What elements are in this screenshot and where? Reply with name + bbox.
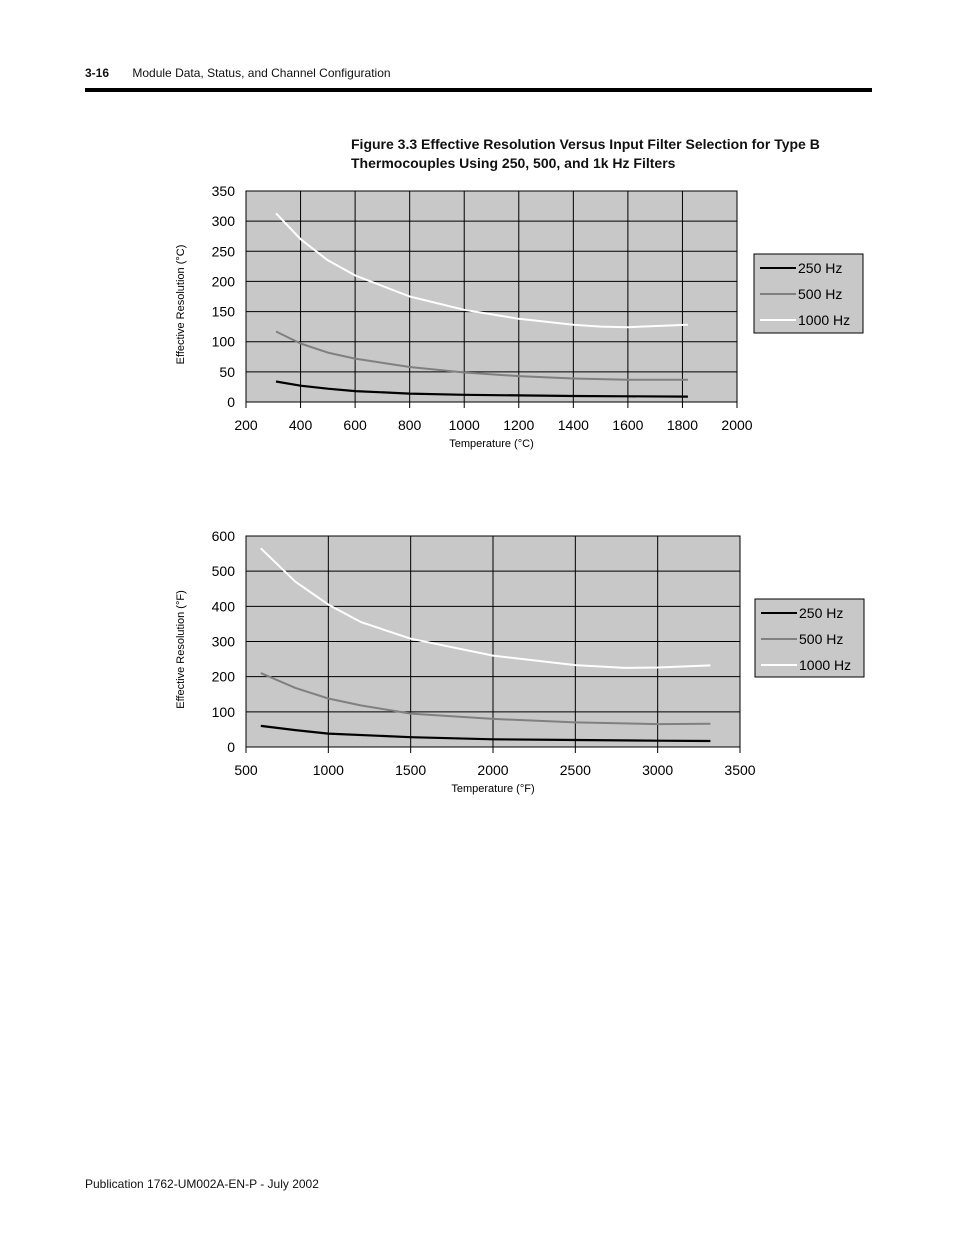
chart-1-x-tick-label: 3000 (642, 762, 674, 778)
chart-1-x-tick-label: 2500 (559, 762, 591, 778)
chart-0-y-tick-label: 150 (211, 303, 235, 320)
chart-0-y-tick-label: 300 (211, 213, 235, 230)
chart-0-x-tick-label: 1400 (557, 417, 589, 433)
chart-0-legend-label: 250 Hz (798, 260, 843, 276)
chart-0-x-tick-label: 600 (343, 417, 367, 433)
chart-0-x-tick-label: 800 (397, 417, 422, 433)
chart-1-x-tick-label: 2000 (477, 762, 509, 778)
chart-1-y-tick-label: 500 (211, 563, 235, 580)
chart-0-legend-label: 1000 Hz (798, 312, 851, 328)
chart-0-x-tick-label: 1000 (448, 417, 480, 433)
chart-0-y-axis-label: Effective Resolution (°C) (175, 244, 187, 365)
chart-1-y-tick-label: 300 (211, 633, 235, 650)
chart-1-y-tick-label: 100 (211, 703, 235, 720)
figure-title-line-1: Figure 3.3 Effective Resolution Versus Input Filter Selection for Type B (351, 136, 820, 152)
chart-0-x-tick-label: 200 (234, 417, 258, 433)
chart-1-x-tick-label: 3500 (724, 762, 756, 778)
chart-0-y-tick-label: 50 (219, 363, 235, 380)
publication-footer: Publication 1762-UM002A-EN-P - July 2002 (85, 1177, 319, 1191)
chart-1-y-tick-label: 400 (211, 598, 235, 615)
chart-1-x-tick-label: 500 (234, 762, 258, 778)
chart-0-x-tick-label: 2000 (721, 417, 753, 433)
chart-0-legend-label: 500 Hz (798, 286, 843, 302)
chart-1-legend-label: 250 Hz (799, 605, 844, 621)
chart-0-x-tick-label: 1600 (612, 417, 644, 433)
chart-1-y-tick-label: 0 (227, 739, 235, 755)
chart-0-y-tick-label: 0 (227, 394, 235, 410)
chart-1-x-tick-label: 1000 (312, 762, 344, 778)
chart-0-x-axis-label: Temperature (°C) (449, 438, 534, 450)
chart-1-y-axis-label: Effective Resolution (°F) (175, 590, 187, 709)
chart-0-y-tick-label: 200 (211, 273, 235, 290)
figure-title-line-2: Thermocouples Using 250, 500, and 1k Hz Filters (351, 155, 676, 171)
chart-0-x-tick-label: 1200 (503, 417, 535, 433)
page-number: 3-16 (85, 66, 110, 80)
chart-1-legend-label: 500 Hz (799, 631, 844, 647)
chart-1-x-tick-label: 1500 (395, 762, 427, 778)
chart-0-y-tick-label: 250 (211, 243, 235, 260)
chart-1-y-tick-label: 200 (211, 668, 235, 685)
chart-0-x-tick-label: 400 (288, 417, 313, 433)
chart-1-x-axis-label: Temperature (°F) (451, 783, 535, 795)
chart-1-legend-label: 1000 Hz (799, 657, 852, 673)
chart-0-y-tick-label: 100 (211, 333, 235, 350)
chart-1-y-tick-label: 600 (211, 528, 235, 544)
section-title: Module Data, Status, and Channel Configuration (132, 66, 391, 80)
chart-0-y-tick-label: 350 (211, 183, 235, 199)
chart-0-x-tick-label: 1800 (666, 417, 699, 433)
